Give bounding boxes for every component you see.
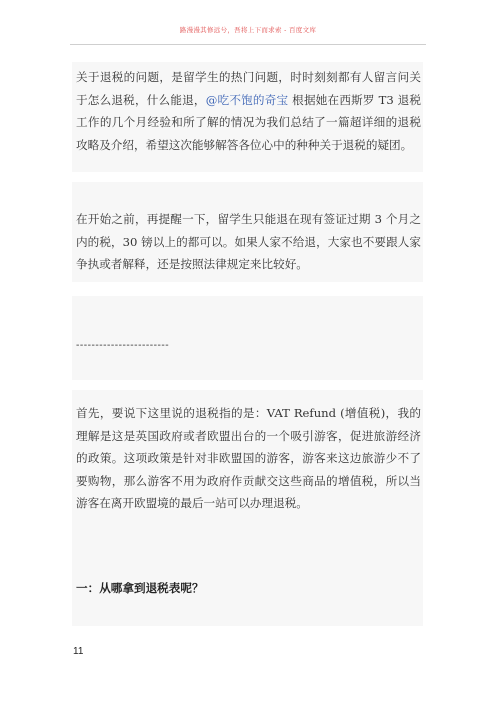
page-header [70, 0, 426, 45]
paragraph-block-2 [72, 182, 423, 282]
heading-block [72, 574, 423, 626]
paragraph-block-1 [72, 62, 423, 172]
paragraph-block-3 [72, 296, 423, 380]
paragraph-vat-explanation: 首先，要说下这里说的退税指的是：VAT Refund (增值税)，我的理解是这是英国政府或者欧盟出台的一个吸引游客，促进旅游经济的政策。这项政策是针对非欧盟国的游客，游客来这边旅游少不了要购物，那么游客不用为政府作贡献交这些商品的增值税，所以当游客在离开欧盟境的最后一站可以办理退税。 [76, 406, 421, 510]
header-text: 路漫漫其修远兮，吾将上下而求索 - 百度文库 [179, 26, 317, 34]
section-divider: ------------------------ [76, 340, 170, 351]
intro-text-start: 关于退税的问题，是留学生的热门问题，时时刻刻都有人留言问关于怎么退税，什么能退， [76, 70, 421, 107]
section-heading: 一：从哪拿到退税表呢？ [76, 581, 204, 595]
paragraph-intro [72, 62, 423, 156]
user-mention-link[interactable]: @吃不饱的奇宝 [205, 92, 289, 107]
intro-text-end: 根据她在西斯罗 T3 退税工作的几个月经验和所了解的情况为我们总结了一篇超详细的退税攻略及介绍，希望这次能够解答各位心中的种种关于退税的疑团。 [76, 92, 421, 152]
page-number: 11 [73, 646, 84, 657]
paragraph-reminder: 在开始之前，再提醒一下，留学生只能退在现有签证过期 3 个月之内的税，30 镑以上的都可以。如果人家不给退，大家也不要跟人家争执或者解释，还是按照法律规定来比较好。 [76, 212, 421, 271]
paragraph-block-4 [72, 390, 423, 574]
